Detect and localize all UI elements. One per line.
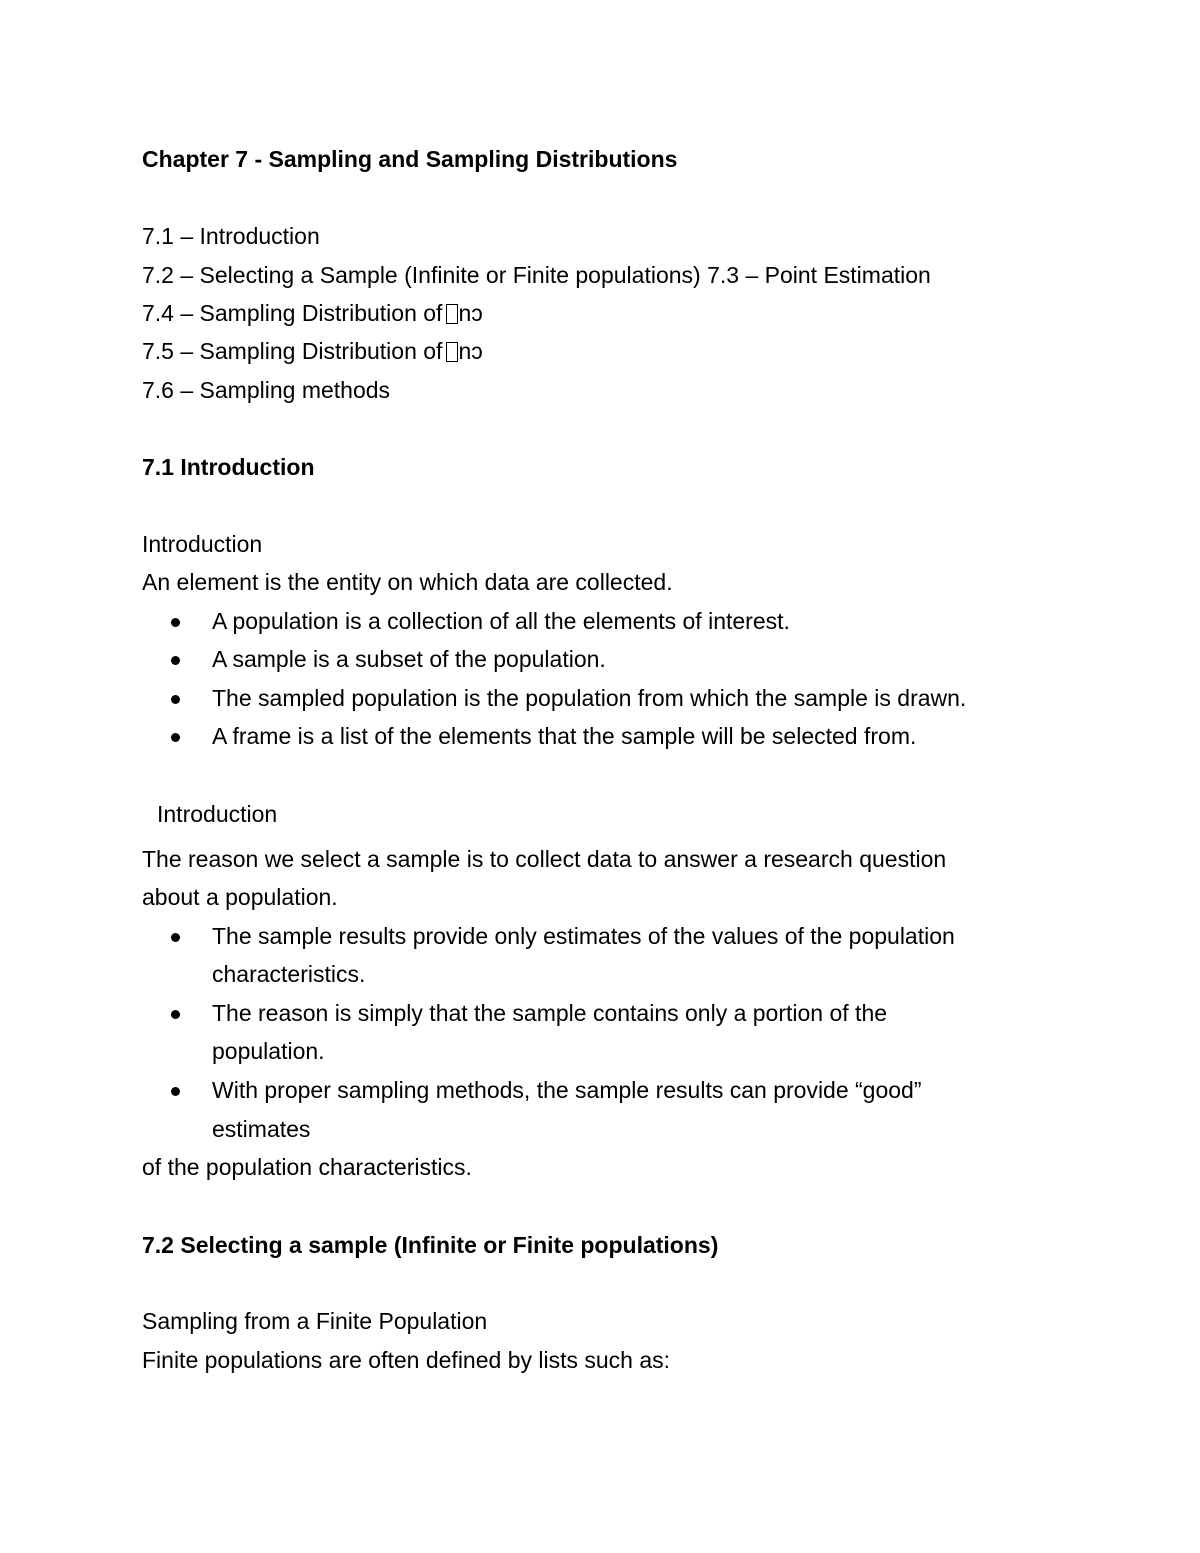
bullet-text-continuation: estimates: [212, 1116, 311, 1142]
subheading-introduction-2: Introduction: [157, 801, 278, 827]
subheading-introduction-1: Introduction: [142, 531, 263, 557]
toc-item-7-5: [142, 336, 483, 366]
glyph-tail: nↄ: [458, 300, 483, 326]
missing-glyph-icon: [446, 342, 458, 362]
bullet-icon: [171, 933, 180, 942]
bullet-text: The sampled population is the population from which the sample is drawn.: [212, 685, 967, 711]
bullet-icon: [171, 733, 180, 742]
bullet-icon: [171, 618, 180, 627]
bullet-icon: [171, 656, 180, 665]
paragraph-reason-line-2: about a population.: [142, 884, 338, 910]
toc-item-7-6: 7.6 – Sampling methods: [142, 377, 391, 403]
subheading-finite-population: Sampling from a Finite Population: [142, 1308, 488, 1334]
toc-item-7-2: 7.2 – Selecting a Sample (Infinite or Finite populations) 7.3 – Point Estimation: [142, 262, 931, 288]
bullet-icon: [171, 1010, 180, 1019]
paragraph-element-definition: An element is the entity on which data are collected.: [142, 569, 673, 595]
bullet-text: A frame is a list of the elements that the sample will be selected from.: [212, 723, 917, 749]
section-heading-7-2: 7.2 Selecting a sample (Infinite or Finite populations): [142, 1232, 719, 1258]
chapter-title: Chapter 7 - Sampling and Sampling Distributions: [142, 146, 678, 172]
toc-item-7-1: 7.1 – Introduction: [142, 223, 320, 249]
paragraph-finite-population: Finite populations are often defined by lists such as:: [142, 1347, 671, 1373]
glyph-tail: nↄ: [458, 338, 483, 364]
bullet-icon: [171, 695, 180, 704]
toc-item-7-4: [142, 298, 483, 328]
bullet-text-continuation: characteristics.: [212, 961, 366, 987]
bullet-icon: [171, 1087, 180, 1096]
toc-item-7-5-text: 7.5 – Sampling Distribution of: [142, 338, 443, 364]
section-heading-7-1: 7.1 Introduction: [142, 454, 315, 480]
bullet-text: The reason is simply that the sample contains only a portion of the: [212, 1000, 888, 1026]
paragraph-trailing: of the population characteristics.: [142, 1154, 472, 1180]
bullet-text-continuation: population.: [212, 1038, 325, 1064]
paragraph-reason-line-1: The reason we select a sample is to collect data to answer a research question: [142, 846, 947, 872]
missing-glyph-icon: [446, 304, 458, 324]
bullet-text: A population is a collection of all the elements of interest.: [212, 608, 790, 634]
bullet-text: The sample results provide only estimates of the values of the population: [212, 923, 955, 949]
bullet-text: A sample is a subset of the population.: [212, 646, 606, 672]
bullet-text: With proper sampling methods, the sample results can provide “good”: [212, 1077, 922, 1103]
toc-item-7-4-text: 7.4 – Sampling Distribution of: [142, 300, 443, 326]
